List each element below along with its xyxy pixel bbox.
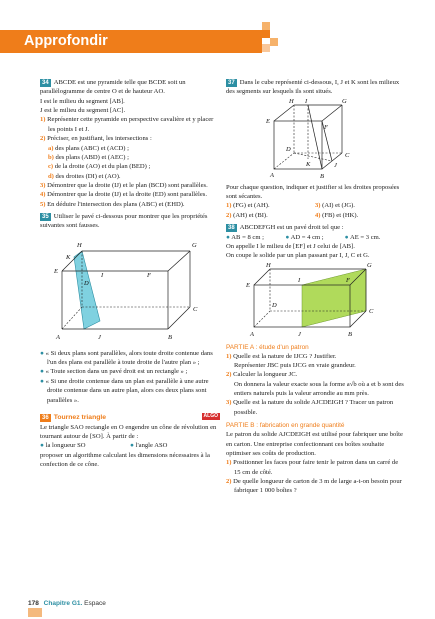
question-5: 5) En déduire l'intersection des plans (ABC) et (EHD). bbox=[40, 200, 185, 208]
exercise-intro: Utiliser le pavé ci-dessous pour montrer que les propriétés suivantes sont fausses. bbox=[40, 213, 208, 230]
vertex-label: A bbox=[56, 333, 60, 341]
exercise-number: 37 bbox=[228, 80, 235, 86]
chapter-banner bbox=[0, 0, 435, 52]
question-row bbox=[226, 211, 404, 220]
vertex-label: H bbox=[77, 241, 82, 249]
vertex-label: I bbox=[101, 271, 104, 279]
question-4: 4) Démontrer que la droite (IJ) et la droite (ED) sont parallèles. bbox=[40, 191, 207, 199]
measure-item: ● AB = 8 cm ; bbox=[226, 233, 264, 241]
vertex-label: B bbox=[168, 333, 172, 341]
question-1: 1) Quelle est la nature de IJCG ? Justifier. bbox=[226, 352, 337, 360]
vertex-label: I bbox=[298, 276, 301, 284]
vertex-label: H bbox=[289, 97, 294, 105]
vertex-label: C bbox=[345, 151, 350, 159]
question-1: 1) Représenter cette pyramide en perspective cavalière et y placer les points I et J. bbox=[40, 116, 214, 133]
exercise-36 bbox=[40, 413, 220, 469]
vertex-label: G bbox=[192, 241, 197, 249]
algo-badge: ALGO bbox=[203, 412, 218, 419]
question-1-followup: Représenter JBC puis IJCG en vraie grandeur. bbox=[234, 362, 356, 370]
vertex-label: C bbox=[193, 305, 198, 313]
question-2: 2) (AH) et (BI). bbox=[226, 211, 268, 219]
shaded-section bbox=[302, 269, 366, 327]
vertex-label: B bbox=[348, 330, 352, 338]
part-b-title: PARTIE B : fabrication en grande quantité bbox=[226, 422, 345, 430]
exercise-intro: ABCDEFGH est un pavé droit tel que : bbox=[239, 224, 344, 232]
cuboid-figure bbox=[226, 261, 404, 339]
question-2: 2) De quelle longueur de carton de 3 m de large a-t-on besoin pour fabriquer 1 000 boîtes ? bbox=[226, 478, 402, 495]
footer-strip bbox=[28, 608, 42, 617]
page-footer bbox=[28, 599, 106, 608]
exercise-line: I est le milieu du segment [AB]. bbox=[40, 97, 125, 105]
measure-item: ● AE = 3 cm. bbox=[344, 233, 381, 241]
question-3: 3) Quelle est la nature du solide AJCDEIGH ? Tracer un patron possible. bbox=[226, 399, 394, 416]
box-figure bbox=[40, 231, 220, 349]
question-row bbox=[226, 201, 404, 210]
cube-figure bbox=[226, 97, 404, 183]
vertex-label: H bbox=[266, 261, 271, 269]
measure-item: ● AD = 4 cm ; bbox=[285, 233, 324, 241]
decor-square bbox=[270, 38, 278, 46]
vertex-label: F bbox=[346, 276, 350, 284]
question-1: 1) Positionner les faces pour faire tenir le patron dans un carré de 15 cm de côté. bbox=[226, 459, 399, 476]
vertex-label: I bbox=[305, 97, 308, 105]
exercise-35 bbox=[40, 212, 220, 405]
exercise-outro: proposer un algorithme calculant les dimensions nécessaires à la confection de ce cône. bbox=[40, 451, 210, 468]
page-number: 178 bbox=[28, 600, 39, 607]
vertex-label: K bbox=[306, 160, 311, 168]
part-a-title: PARTIE A : étude d'un patron bbox=[226, 343, 309, 351]
vertex-label: D bbox=[286, 145, 291, 153]
question-2a: a) des plans (ABC) et (ACD) ; bbox=[48, 144, 129, 152]
exercise-line: On coupe le solide par un plan passant par I, J, C et G. bbox=[226, 252, 370, 260]
bullet-item: ● la longueur SO bbox=[40, 442, 86, 450]
question-2: 2) Calculer la longueur JC. bbox=[226, 371, 298, 379]
vertex-label: D bbox=[272, 301, 277, 309]
exercise-line: J est le milieu du segment [AC]. bbox=[40, 107, 126, 115]
question-2d: d) des droites (DI) et (AO). bbox=[48, 172, 121, 180]
vertex-label: J bbox=[98, 333, 101, 341]
vertex-label: K bbox=[66, 253, 71, 261]
exercise-intro: ABCDE est une pyramide telle que BCDE soit un parallélogramme de centre O et de hauteur AO. bbox=[40, 79, 186, 96]
exercise-34 bbox=[40, 78, 220, 209]
vertex-label: G bbox=[342, 97, 347, 105]
right-column bbox=[226, 78, 404, 499]
vertex-label: F bbox=[147, 271, 151, 279]
exercise-intro: Dans le cube représenté ci-dessous, I, J et K sont les milieux des segments sur lesquels ils sont situés. bbox=[226, 79, 400, 96]
question-2b: b) des plans (ABD) et (AEC) ; bbox=[48, 153, 129, 161]
page-title: Approfondir bbox=[24, 33, 108, 49]
question-4: 4) (FB) et (HK). bbox=[315, 211, 359, 219]
measures-row bbox=[226, 233, 404, 242]
bullet-item: ● « Toute section dans un pavé droit est un rectangle » ; bbox=[40, 368, 188, 376]
vertex-label: E bbox=[246, 281, 250, 289]
decor-square bbox=[262, 22, 270, 30]
part-b-intro: Le patron du solide AJCDEIGH est utilisé pour fabriquer une boîte en carton. Une entreprise confectionnant ces boîtes souhaite optimiser ses coûts de production. bbox=[226, 431, 403, 458]
shaded-section bbox=[74, 251, 100, 329]
exercise-number: 38 bbox=[228, 225, 235, 232]
question-1: 1) (FG) et (AH). bbox=[226, 202, 270, 210]
exercise-number: 36 bbox=[42, 414, 49, 421]
bullet-item: ● « Si deux plans sont parallèles, alors toute droite contenue dans l'un des plans est parallèle à toute droite de l'autre plan » ; bbox=[40, 349, 213, 367]
vertex-label: J bbox=[298, 330, 301, 338]
exercise-line: On appelle I le milieu de [EF] et J celui de [AB]. bbox=[226, 242, 355, 250]
chapter-label: Chapitre G1. bbox=[43, 600, 83, 607]
decor-square bbox=[262, 30, 270, 38]
exercise-number: 35 bbox=[42, 214, 49, 221]
question-3: 3) Démontrer que la droite (IJ) et le plan (BCD) sont parallèles. bbox=[40, 181, 208, 189]
exercise-38 bbox=[226, 223, 404, 496]
vertex-label: D bbox=[84, 279, 89, 287]
vertex-label: J bbox=[334, 161, 337, 169]
vertex-label: F bbox=[324, 123, 328, 131]
exercise-intro: Le triangle SAO rectangle en O engendre un cône de révolution en tournant autour de [SO]. À partir de : bbox=[40, 423, 217, 440]
bullet-item: ● l'angle ASO bbox=[130, 442, 168, 450]
bullet-row bbox=[40, 441, 220, 450]
exercise-instruction: Pour chaque question, indiquer et justifier si les droites proposées sont sécantes. bbox=[226, 183, 400, 201]
question-2c: c) de la droite (AO) et du plan (BED) ; bbox=[48, 163, 151, 171]
chapter-topic: Espace bbox=[84, 600, 106, 607]
vertex-label: G bbox=[367, 261, 372, 269]
vertex-label: A bbox=[250, 330, 254, 338]
vertex-label: E bbox=[266, 117, 270, 125]
left-column bbox=[40, 78, 220, 472]
vertex-label: C bbox=[369, 307, 374, 315]
exercise-37 bbox=[226, 78, 404, 220]
question-2-followup: On donnera la valeur exacte sous la forme a√b où a et b sont des entiers naturels puis la valeur arrondie au mm près. bbox=[234, 380, 404, 398]
bullet-item: ● « Si une droite contenue dans un plan est parallèle à une autre droite contenue dans un autre plan, alors ces deux plans sont parallèles ». bbox=[40, 377, 209, 404]
vertex-label: E bbox=[54, 267, 58, 275]
question-3: 3) (AI) et (JG). bbox=[315, 202, 355, 210]
vertex-label: A bbox=[270, 171, 274, 179]
exercise-number: 34 bbox=[42, 80, 49, 86]
vertex-label: B bbox=[320, 172, 324, 180]
decor-square bbox=[262, 44, 270, 52]
exercise-title: Tournez triangle bbox=[53, 413, 107, 421]
question-2: 2) Préciser, en justifiant, les intersections : bbox=[40, 135, 152, 143]
